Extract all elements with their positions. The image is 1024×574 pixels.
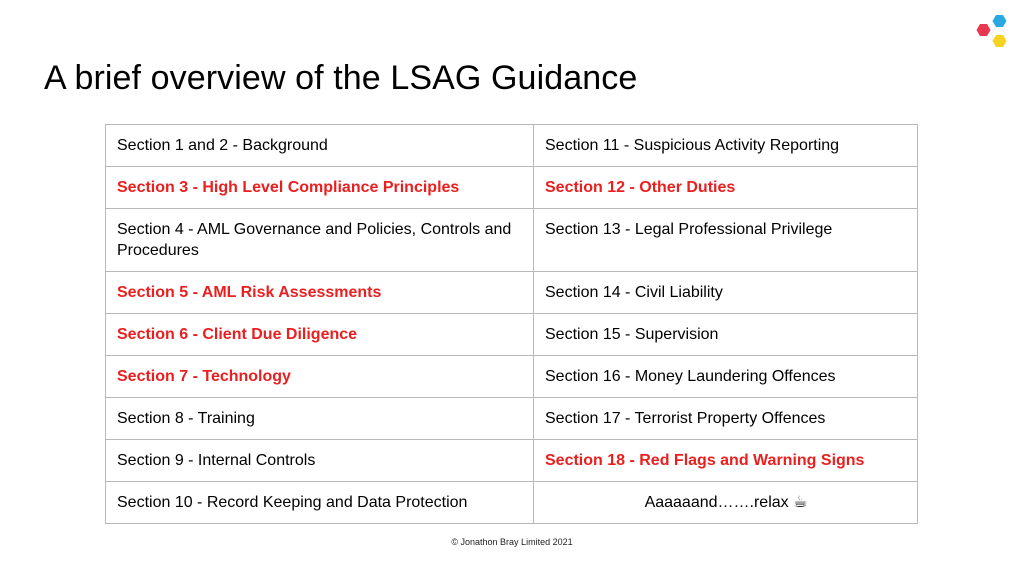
table-cell: Section 16 - Money Laundering Offences	[534, 356, 918, 398]
table-cell-highlighted: Section 5 - AML Risk Assessments	[106, 272, 534, 314]
table-row	[106, 356, 918, 398]
lsag-sections-table	[105, 124, 918, 524]
slide-title: A brief overview of the LSAG Guidance	[44, 59, 638, 97]
table-cell: Section 17 - Terrorist Property Offences	[534, 398, 918, 440]
table-cell: Section 1 and 2 - Background	[106, 125, 534, 167]
table-cell: Section 15 - Supervision	[534, 314, 918, 356]
table-cell-highlighted: Section 3 - High Level Compliance Principles	[106, 167, 534, 209]
hexagon-cluster-logo-icon	[974, 14, 1012, 48]
table-cell: Section 13 - Legal Professional Privilege	[534, 209, 918, 272]
table-row	[106, 167, 918, 209]
table-row	[106, 314, 918, 356]
table-cell: Section 4 - AML Governance and Policies, Controls and Procedures	[106, 209, 534, 272]
table-cell-relax: Aaaaaand…….relax ☕	[534, 482, 918, 524]
table-row	[106, 272, 918, 314]
table-cell-highlighted: Section 12 - Other Duties	[534, 167, 918, 209]
table-cell-highlighted: Section 6 - Client Due Diligence	[106, 314, 534, 356]
table-row	[106, 440, 918, 482]
table-row	[106, 209, 918, 272]
table-cell: Section 9 - Internal Controls	[106, 440, 534, 482]
table-row	[106, 398, 918, 440]
table-cell: Section 8 - Training	[106, 398, 534, 440]
copyright-footer: © Jonathon Bray Limited 2021	[451, 537, 573, 547]
table-cell-highlighted: Section 18 - Red Flags and Warning Signs	[534, 440, 918, 482]
table-cell-highlighted: Section 7 - Technology	[106, 356, 534, 398]
table-cell: Section 14 - Civil Liability	[534, 272, 918, 314]
table-row	[106, 482, 918, 524]
table-row	[106, 125, 918, 167]
table-cell: Section 11 - Suspicious Activity Reporting	[534, 125, 918, 167]
table-cell: Section 10 - Record Keeping and Data Protection	[106, 482, 534, 524]
